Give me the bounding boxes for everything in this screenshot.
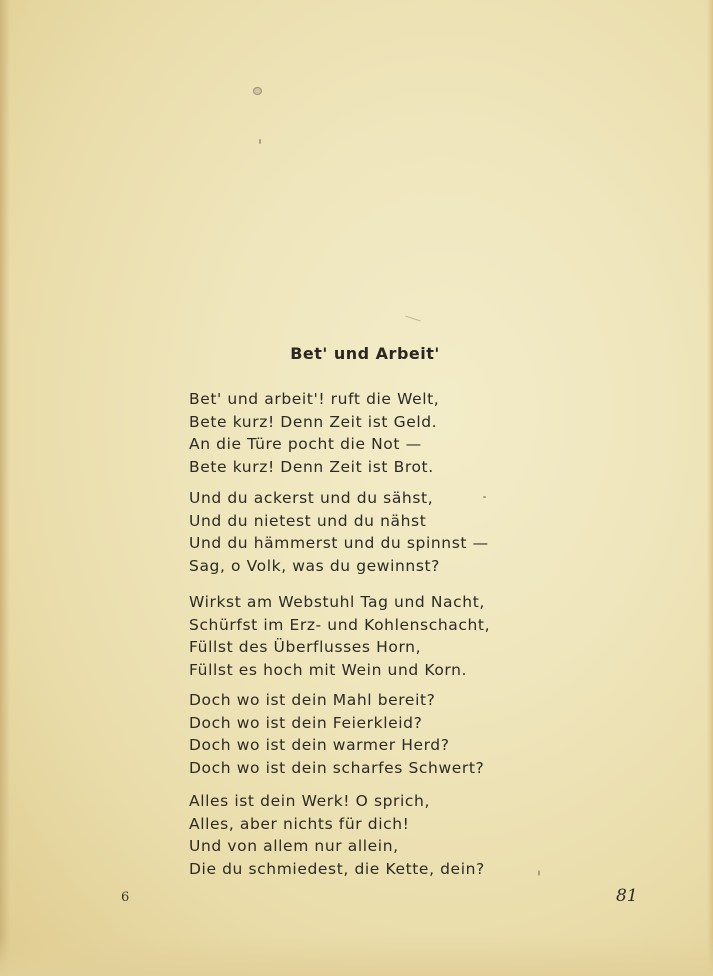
poem-line: Doch wo ist dein scharfes Schwert?	[189, 759, 485, 778]
poem-line: Und du hämmerst und du spinnst —	[189, 534, 489, 553]
poem-line: Doch wo ist dein Feierkleid?	[189, 713, 423, 732]
poem-line: Und du nietest und du nähst	[189, 511, 427, 530]
stanza-5	[189, 790, 549, 881]
poem-line: Und du ackerst und du sähst,	[189, 489, 434, 507]
stanza-4	[189, 689, 549, 780]
paper-scratch	[405, 316, 421, 322]
poem-line: Doch wo ist dein Mahl bereit?	[189, 691, 436, 709]
poem-line: Sag, o Volk, was du gewinnst?	[189, 557, 441, 576]
signature-mark: 6	[121, 890, 130, 905]
poem-line: Die du schmiedest, die Kette, dein?	[189, 860, 485, 879]
poem-line: An die Türe pocht die Not —	[189, 435, 422, 454]
stanza-3	[189, 591, 549, 682]
paper-speck	[259, 139, 261, 144]
poem-line: Bet' und arbeit'! ruft die Welt,	[189, 390, 440, 408]
page-number: 81	[616, 886, 638, 906]
poem-title: Bet' und Arbeit'	[290, 344, 440, 363]
stanza-2	[189, 487, 549, 578]
poem-line: Füllst es hoch mit Wein und Korn.	[189, 661, 468, 680]
poem-line: Bete kurz! Denn Zeit ist Geld.	[189, 412, 438, 431]
poem-line: Wirkst am Webstuhl Tag und Nacht,	[189, 593, 485, 611]
stanza-1	[189, 388, 549, 479]
poem-line: Schürfst im Erz- und Kohlenschacht,	[189, 615, 491, 634]
paper-blemish	[253, 87, 262, 95]
poem-line: Füllst des Überflusses Horn,	[189, 638, 422, 657]
poem-line: Und von allem nur allein,	[189, 837, 399, 856]
poem-line: Alles, aber nichts für dich!	[189, 814, 410, 833]
page-edge-bottom	[0, 936, 713, 976]
poem-line: Bete kurz! Denn Zeit ist Brot.	[189, 458, 434, 477]
page-edge-right	[707, 0, 713, 976]
poem-line: Alles ist dein Werk! O sprich,	[189, 792, 431, 810]
poem-line: Doch wo ist dein warmer Herd?	[189, 736, 450, 755]
page-edge-left	[0, 0, 10, 976]
